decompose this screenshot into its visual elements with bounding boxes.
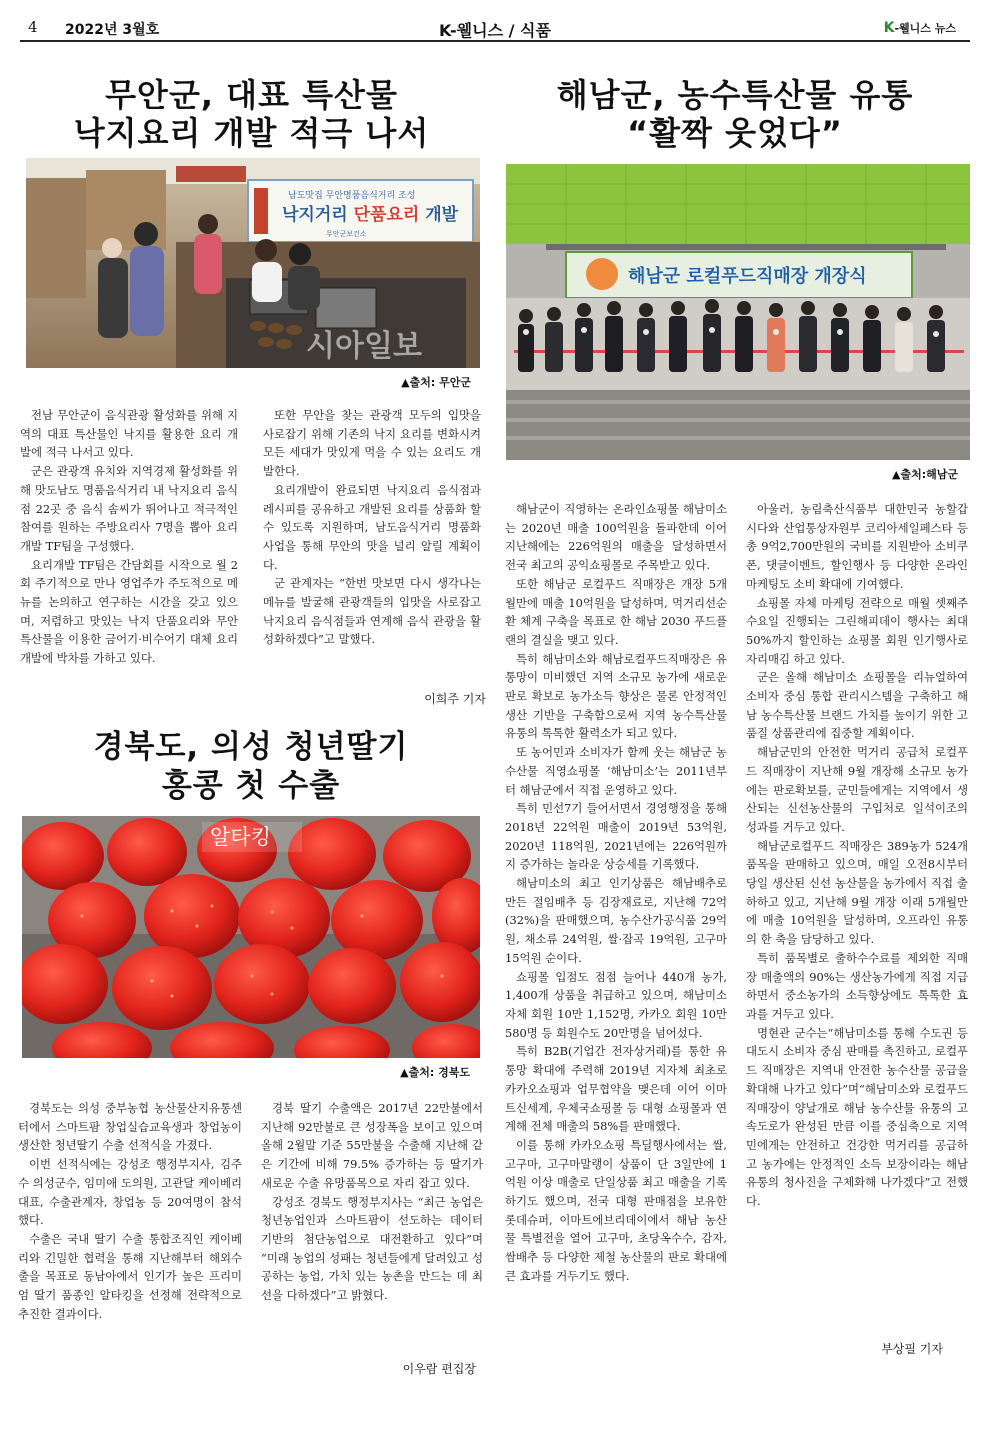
haenam-photo-caption: ▲출처:해남군	[892, 468, 958, 481]
paragraph: 해남군민의 안전한 먹거리 공급처 로컬푸드 직매장이 지난해 9월 개장해 소규모 농가에는 판로확보를, 군민들에게는 지역에서 생산되는 신선농산물의 구입처로 일석이조의 성과를 거두고 있다.	[746, 745, 968, 834]
photo-watermark: 시아일보	[306, 329, 422, 364]
paragraph: 해남군이 직영하는 온라인쇼핑몰 해남미소는 2020년 매출 100억원을 돌파한데 이어 지난해에는 226억원의 매출을 달성하면서 전국 최고의 공익쇼핑몰로 주목받고 있다.	[505, 502, 727, 573]
muan-banner-org: 무안군보건소	[326, 230, 367, 238]
muan-photo	[26, 158, 480, 368]
paragraph: 강성조 경북도 행정부지사는 “최근 농업은 청년농업인과 스마트팜이 선도하는 데이터 기반의 첨단농업으로 대전환하고 있다”며 “미래 농업의 성패는 청년들에게 달려있고 성공하는 농업, 가치 있는 농촌을 만드는 데 최선을 다하겠다”고 밝혔다.	[261, 1194, 483, 1303]
haenam-column-1	[505, 500, 727, 1286]
muan-byline: 이희주 기자	[424, 692, 486, 706]
paragraph: 특히 B2B(기업간 전자상거래)를 통한 유통망 확대에 주력해 2019년 지자체 최초로 카카오쇼핑과 업무협약을 맺은데 이어 이마트신세계, 우체국쇼핑몰 등 대형 쇼핑몰과 연계해 전체 매출의 58%를 판매했다.	[505, 1044, 727, 1134]
paragraph: 특히 품목별로 출하수수료를 제외한 직매장 매출액의 90%는 생산농가에게 직접 지급하면서 중소농가의 소득향상에도 톡톡한 효과를 거두고 있다.	[746, 950, 968, 1021]
logo-text: -웰니스 뉴스	[894, 22, 956, 35]
paragraph: 요리개발 TF팀은 간담회를 시작으로 월 2회 주기적으로 만나 영업주가 주도적으로 메뉴를 논의하고 연구하는 시간을 갖고 있으며, 저렴하고 맛있는 낙지 단품요리와 무안 특산물을 이용한 금어기·비수어기 대체 요리 개발에 박차를 가하고 있다.	[20, 557, 238, 666]
paragraph: 또 농어민과 소비자가 함께 웃는 해남군 농수산물 직영쇼핑몰 ‘해남미소’는 2011년부터 해남군에서 직접 운영하고 있다.	[505, 745, 727, 797]
paragraph: 군은 관광객 유치와 지역경제 활성화를 위해 맛도남도 명품음식거리 내 낙지요리 음식점 22곳 중 음식 솜씨가 뛰어나고 적극적인 참여를 원하는 주방요리사 7명을 뽑아 요리개발 TF팀을 구성했다.	[20, 464, 238, 553]
paragraph: 해남미소의 최고 인기상품은 해남배추로 만든 절임배추 등 김장재료로, 지난해 72억(32%)을 판매했으며, 농수산가공식품 29억원, 채소류 24억원, 쌀·잡곡 19억원, 고구마 15억원 순이다.	[505, 876, 727, 965]
paragraph: 쇼핑몰 자체 마케팅 전략으로 매월 셋째주 수요일 진행되는 그린해피데이 행사는 최대 50%까지 할인하는 쇼핑몰 회원 인기행사로 자리매김 하고 있다.	[746, 595, 968, 666]
section-title: K-웰니스 / 식품	[439, 21, 551, 40]
paragraph: 쇼핑몰 입점도 점점 늘어나 440개 농가, 1,400개 상품을 취급하고 있으며, 해남미소 자체 회원 10만 1,152명, 카카오 회원 10만 580명 등 회원수도 20만명을 넘어섰다.	[505, 969, 727, 1040]
muan-column-1	[20, 406, 238, 668]
haenam-banner-text: 해남군 로컬푸드직매장 개장식	[628, 266, 867, 287]
muan-banner-main: 낙지거리 단품요리 개발	[282, 205, 459, 225]
haenam-headline-line1: 해남군, 농수특산물 유통	[556, 76, 914, 114]
issue-date: 2022년 3월호	[65, 22, 160, 38]
haenam-headline	[505, 76, 965, 152]
ribbon-cutting-scene	[506, 164, 970, 460]
uiseong-byline: 이우람 편집장	[402, 1362, 476, 1376]
haenam-photo	[506, 164, 970, 460]
paragraph: 경북 딸기 수출액은 2017년 22만불에서 지난해 92만불로 큰 성장폭을 보이고 있으며 올해 2월말 기준 55만불을 수출해 지난해 같은 기간에 비해 79.5% 증가하는 등 딸기가 새로운 수출 유망품목으로 자리 잡고 있다.	[261, 1101, 483, 1190]
muan-banner-top: 남도맛집 무안명품음식거리 조성	[288, 191, 416, 201]
paragraph: 해남군로컬푸드 직매장은 389농가 524개 품목을 판매하고 있으며, 매일 오전8시부터 당일 생산된 신선 농산물을 농가에서 직접 출하하고 있고, 지난해 9월 개장 이래 5개월만에 매출 10억원을 달성하며, 오프라인 유통의 한 축을 담당하고 있다.	[746, 838, 968, 947]
person	[518, 309, 534, 372]
muan-column-2	[263, 406, 481, 649]
paragraph: 이번 선적식에는 강성조 행정부지사, 김주수 의성군수, 임미애 도의원, 고관달 케이베리대표, 수출관계자, 창업농 등 20여명이 참석했다.	[18, 1157, 242, 1228]
paragraph: 이를 통해 카카오쇼핑 특딜행사에서는 쌀, 고구마, 고구마말랭이 상품이 단 3일만에 1억원 이상 매출로 단일상품 최고 매출을 기록하기도 했으며, 전국 대형 판매점을 보유한 롯데슈퍼, 이마트에브리데이에서 해남 농산물 특별전을 열어 고구마, 초당옥수수, 감자, 쌈배추 등 다양한 제철 농산물의 판로 확대에 큰 효과를 거두기도 했다.	[505, 1137, 727, 1283]
paragraph: 또한 해남군 로컬푸드 직매장은 개장 5개월만에 매출 10억원을 달성하며, 먹거리선순환 체계 구축을 목표로 한 해남 2030 푸드플랜의 결실을 맺고 있다.	[505, 576, 727, 647]
paragraph: 전남 무안군이 음식관광 활성화를 위해 지역의 대표 특산물인 낙지를 활용한 요리 개발에 적극 나서고 있다.	[20, 408, 238, 460]
muan-headline-line1: 무안군, 대표 특산물	[105, 76, 398, 114]
haenam-headline-line2: “활짝 웃었다”	[627, 114, 843, 152]
paragraph: 명현관 군수는“해남미소를 통해 수도권 등 대도시 소비자 중심 판매를 촉진하고, 로컬푸드 직매장은 지역내 안전한 농수산물 공급을 확대해 나가고 있다”며“해남미소와 로컬푸드 직매장이 양날개로 해남 농수산물 유통의 고속도로가 완성된 만큼 이를 중심축으로 지역민에게는 안전하고 건강한 먹거리를 공급하고 농가에는 안정적인 소득 보장이라는 해남 유통의 청사진을 구체화해 나가겠다”고 전했다.	[746, 1025, 968, 1209]
uiseong-headline-line1: 경북도, 의성 청년딸기	[93, 729, 409, 765]
haenam-byline: 부상필 기자	[881, 1342, 943, 1356]
uiseong-headline-line2: 홍콩 첫 수출	[161, 768, 341, 804]
paragraph: 군 관계자는 “한번 맛보면 다시 생각나는 메뉴를 발굴해 관광객들의 입맛을 사로잡고 낙지요리 음식점들과 연계해 음식 관광을 활성화하겠다”고 말했다.	[263, 576, 481, 647]
muan-headline-line2: 낙지요리 개발 적극 나서	[73, 114, 430, 152]
muan-photo-caption: ▲출처: 무안군	[401, 376, 471, 389]
publication-logo	[884, 20, 956, 36]
strawberry-variety-label: 알타킹	[210, 825, 271, 849]
uiseong-column-2	[261, 1099, 483, 1305]
logo-k-icon: K	[883, 20, 895, 36]
page-number: 4	[28, 18, 38, 36]
uiseong-headline	[22, 728, 480, 806]
uiseong-photo-caption: ▲출처: 경북도	[400, 1066, 470, 1079]
paragraph: 또한 무안을 찾는 관광객 모두의 입맛을 사로잡기 위해 기존의 낙지 요리를 변화시켜 모든 세대가 맛있게 먹을 수 있는 요리도 개발한다.	[263, 408, 481, 479]
page-header	[20, 16, 970, 42]
strawberry-photo	[22, 816, 480, 1058]
paragraph: 특히 민선7기 들어서면서 경영행정을 통해 2018년 22억원 매출이 2019년 53억원, 2020년 118억원, 2021년에는 226억원까지 증가하는 놀라운 상승세를 기록했다.	[505, 801, 727, 872]
paragraph: 수출은 국내 딸기 수출 통합조직인 케이베리와 긴밀한 협력을 통해 지난해부터 해외수출을 목표로 동남아에서 인기가 높은 프리미엄 딸기 품종인 알타킹을 선정해 전략적으로 추진한 결과이다.	[18, 1231, 242, 1321]
paragraph: 군은 올해 해남미소 쇼핑몰을 리뉴얼하여 소비자 중심 통합 관리시스템을 구축하고 해남 농수특산물 브랜드 가치를 높이기 위한 고품질 상품관리에 집중할 계획이다.	[746, 670, 968, 741]
paragraph: 특히 해남미소와 해남로컬푸드직매장은 유통망이 미비했던 지역 소규모 농가에 새로운 판로 확보로 농가소득 향상은 물론 안정적인 생산 기반을 구축함으로써 지역 농수특산물 유통의 톡톡한 활력소가 되고 있다.	[505, 651, 727, 741]
paragraph: 아울러, 농림축산식품부 대한민국 농할갑시다와 산업통상자원부 코리아세일페스타 등 총 9억2,700만원의 국비를 지원받아 소비쿠폰, 댓글이벤트, 할인행사 등 다양한 온라인 마케팅도 소비 확대에 기여했다.	[746, 502, 968, 591]
haenam-column-2	[746, 500, 968, 1211]
strawberry-box-image	[22, 816, 480, 1058]
uiseong-column-1	[18, 1099, 242, 1323]
muan-headline	[24, 76, 479, 152]
paragraph: 경북도는 의성 중부농협 농산물산지유통센터에서 스마트팜 창업실습교육생과 창업농이 생산한 청년딸기 수출 선적식을 가졌다.	[18, 1101, 242, 1153]
paragraph: 요리개발이 완료되면 낙지요리 음식점과 레시피를 공유하고 개발된 요리를 상품화 할 수 있도록 지원하며, 남도음식거리 명품화 사업을 통해 무안의 맛을 널리 알릴 계획이다.	[263, 482, 481, 572]
muan-cooking-scene	[26, 158, 480, 368]
